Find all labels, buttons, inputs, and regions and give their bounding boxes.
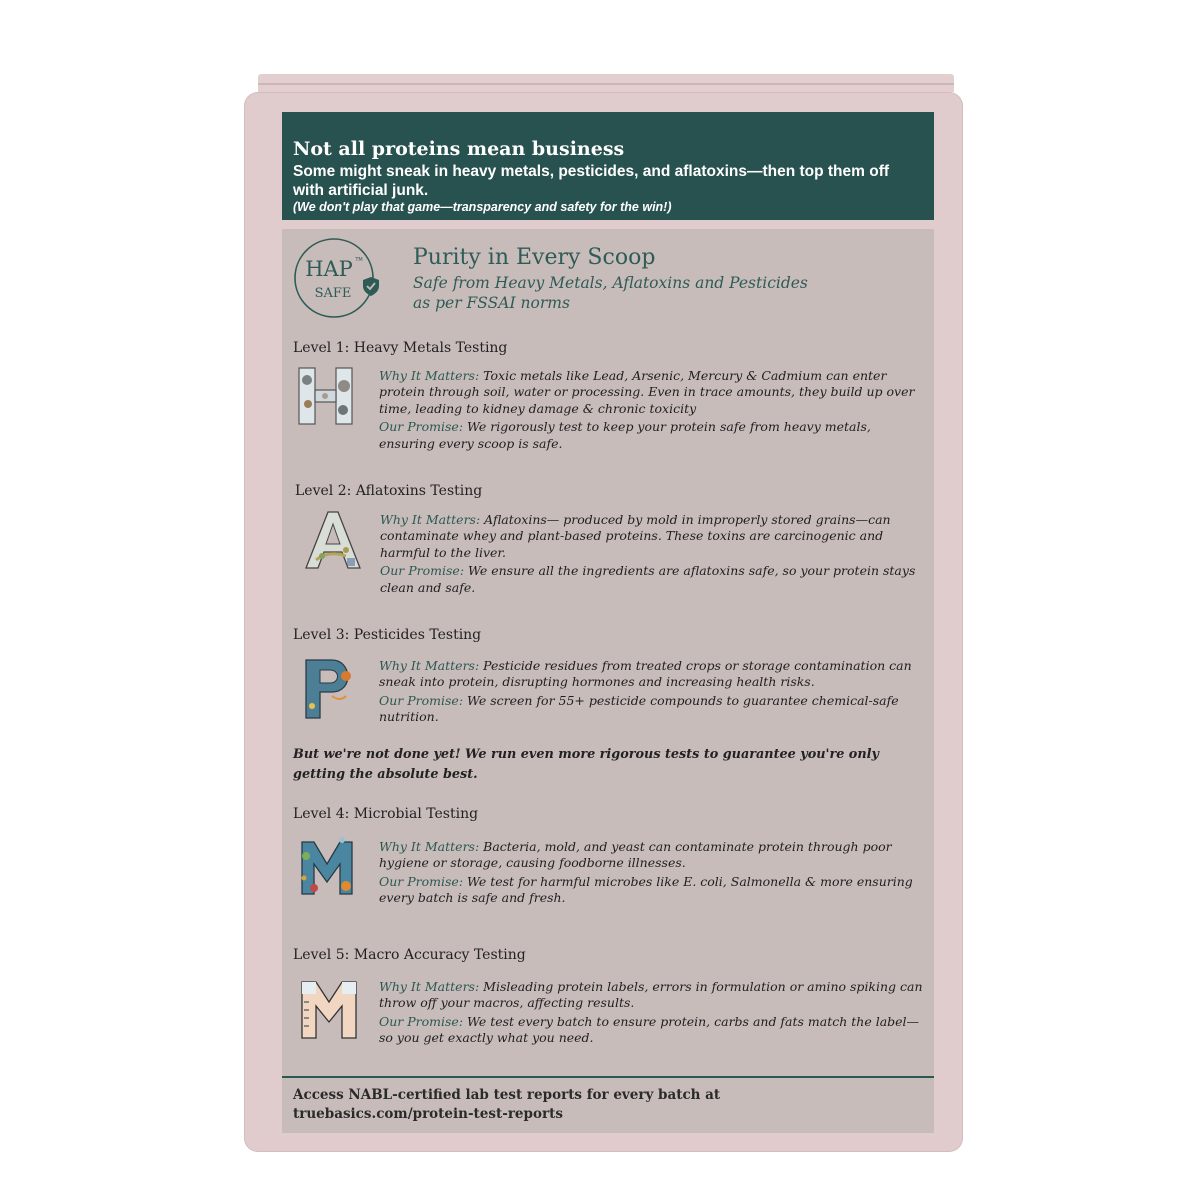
promise-label: Our Promise: [379,419,464,435]
footer-divider [282,1076,934,1078]
level-5-title: Level 5: Macro Accuracy Testing [293,947,526,963]
level-4-title: Level 4: Microbial Testing [293,806,479,822]
banner-note: (We don't play that game—transparency and safety for the win!) [293,200,672,214]
svg-text:HAP: HAP [305,257,353,281]
level-3-why: Pesticide residues from treated crops or storage contamination can sneak into protein, disrupting hormones and increasing health risks. [379,658,912,690]
level-4-body [379,839,924,909]
level-1-promise: We rigorously test to keep your protein safe from heavy metals, ensuring every scoop is safe. [379,419,871,451]
hap-safe-badge-icon [293,237,383,319]
level-2-body [380,512,925,598]
level-2-promise: We ensure all the ingredients are aflatoxins safe, so your protein stays clean and safe. [380,563,916,595]
footer [293,1086,720,1124]
level-3-body [379,658,924,728]
level-1-body [379,368,924,454]
why-label: Why It Matters: [379,658,480,673]
aflatoxins-letter-a-icon [302,510,362,570]
purity-subtitle-line1: Safe from Heavy Metals, Aflatoxins and Pesticides [413,274,808,292]
banner-subline: Some might sneak in heavy metals, pesticides, and aflatoxins—then top them off with artificial junk. [293,163,890,199]
level-4-why: Bacteria, mold, and yeast can contaminate protein through poor hygiene or storage, causing foodborne illnesses. [379,839,892,871]
macro-accuracy-letter-m-icon [298,978,360,1040]
level-1-why: Toxic metals like Lead, Arsenic, Mercury & Cadmium can enter protein through soil, water or processing. Even in trace amounts, they build up over time, leading to kidney damage & chronic toxicity [379,368,915,416]
why-label: Why It Matters: [380,512,481,527]
pesticides-letter-p-icon [302,656,358,720]
svg-text:TM: TM [355,257,363,263]
shield-check-icon [363,277,379,296]
svg-text:SAFE: SAFE [314,286,352,301]
interlude-text: But we're not done yet! We run even more rigorous tests to guarantee you're only getting the absolute best. [293,747,879,782]
level-2-title: Level 2: Aflatoxins Testing [295,483,483,499]
purity-subtitle-line2: as per FSSAI norms [413,294,570,312]
why-label: Why It Matters: [379,979,480,994]
purity-subtitle [413,273,808,313]
footer-line1: Access NABL-certified lab test reports for every batch at [293,1087,721,1103]
footer-reports-link: truebasics.com/protein-test-reports [293,1106,563,1122]
why-label: Why It Matters: [379,368,480,383]
pack-top-crease [258,83,954,85]
promise-label: Our Promise: [379,873,464,889]
level-4-promise: We test for harmful microbes like E. coli, Salmonella & more ensuring every batch is safe and fresh. [379,873,913,906]
heavy-metals-letter-h-icon [296,366,356,426]
promise-label: Our Promise: [379,692,464,708]
level-5-body [379,979,924,1049]
level-1-title: Level 1: Heavy Metals Testing [293,340,508,356]
level-3-promise: We screen for 55+ pesticide compounds to guarantee chemical-safe nutrition. [379,692,899,725]
level-5-promise: We test every batch to ensure protein, carbs and fats match the label—so you get exactly what you need. [379,1013,920,1046]
banner-headline: Not all proteins mean business [293,138,625,160]
purity-title: Purity in Every Scoop [413,245,656,270]
microbial-letter-m-icon [296,834,358,898]
promise-label: Our Promise: [379,1013,464,1029]
header-banner [282,112,934,220]
why-label: Why It Matters: [379,839,480,854]
level-3-title: Level 3: Pesticides Testing [293,627,482,643]
level-2-why: Aflatoxins— produced by mold in improperly stored grains—can contaminate whey and plant-based proteins. These toxins are carcinogenic and harmful to the liver. [380,512,891,560]
promise-label: Our Promise: [380,563,465,579]
level-5-why: Misleading protein labels, errors in formulation or amino spiking can throw off your macros, affecting results. [379,979,923,1011]
